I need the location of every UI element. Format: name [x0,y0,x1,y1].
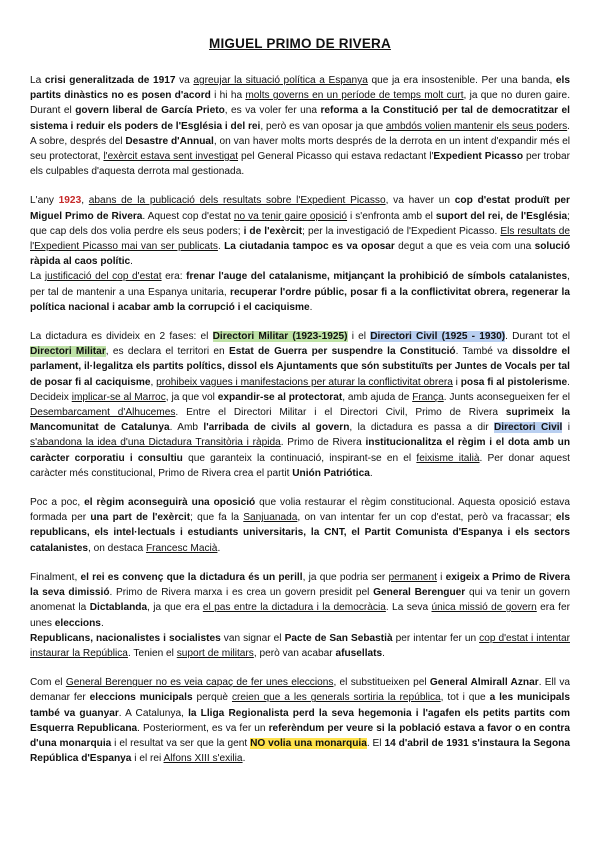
bold-run: govern liberal de García Prieto [75,105,225,117]
document-title: MIGUEL PRIMO DE RIVERA [209,36,391,51]
text-run: degut a que es veia com una [394,241,535,253]
text-run: i hi ha [210,90,246,102]
underline-run: l'exèrcit estava sent investigat [103,151,239,163]
text-run: . [100,617,104,629]
bold-run: La ciutadania tampoc es va oposar [224,241,395,253]
bold-run: una part de l'exèrcit [90,512,191,524]
text-run: que volia restaurar el règim constitucional. Aquesta oposició estava formada per [30,497,571,524]
text-run: . [369,467,373,479]
text-run: Com el [30,677,66,689]
bold-run: solució ràpida al caos polític [30,241,571,268]
bold-run: expandir-se al protectorat [217,391,343,403]
text-run: , [81,195,89,207]
text-run: . [130,256,133,268]
text-run: pel General Picasso qui estava redactant l' [238,151,434,163]
text-run: que garanteix la continuació, inspirant-se en el [182,452,417,464]
text-run: , per tal de mantenir a una Espanya unitaria, [30,271,570,298]
bold-run: cop d'estat produït per Miguel Primo de Rivera [30,195,570,222]
bold-run: posa fi al pistolerisme [460,376,568,388]
text-run: . Aquest cop d'estat [142,210,234,222]
bold-run: Desastre d'Annual [125,135,214,147]
text-run: , ja que podria ser [302,571,389,583]
text-run: . També va [455,346,513,358]
bold-run: els republicans, els intel·lectuals i estudiants universitaris, la CNT, el Partit Comunista d'Espanya i els sectors catalanistes [30,512,570,554]
text-run: que ja era insostenible. Per una banda, [367,75,556,86]
text-run: , es va voler fer una [224,105,321,117]
text-run: ; per la investigació de l'Expedient Picasso. [302,225,501,237]
bold-run: recuperar l'ordre públic, posar fi a la conflictivitat obrera, regenerar la política nacional i acabar amb la corrupció i el caciquisme [30,286,570,313]
bold-run: 14 d'abril de 1931 s'instaura la Segona República d'Espanya [30,737,570,765]
underline-run: ambdós volien mantenir els seus poders [385,120,568,132]
text-run: , on van intentar fer un cop d'estat, però va fracassar; [297,512,556,524]
text-run: , però van acabar [253,647,336,659]
text-run: qui va tenir un govern anomenat la [30,587,570,614]
underline-run: feixisme italià [416,452,480,464]
underline-run: agreujar la situació política a Espanya [193,75,368,86]
bold-run: General Berenguer [373,587,466,599]
bold-run: crisi generalitzada de 1917 [44,75,176,86]
bold-run: eleccions [54,617,101,629]
text-run: , el substitueixen pel [333,677,430,689]
underline-run: Alfons XIII s'exilia [163,753,243,765]
underline-run: justificació del cop d'estat [44,271,162,283]
text-run: Finalment, [30,571,81,583]
text-run: , però es van oposar ja que [260,120,386,132]
text-run: . [309,301,313,313]
underline-run: el pas entre la dictadura i la democràcia [202,602,386,614]
text-run: i [562,422,570,434]
text-run: . Ell va demanar fer [30,677,571,704]
text-run: . Per donar aquest caràcter més constitucional, Primo de Rivera crea el partit [30,452,570,479]
bold-run: i de l'exèrcit [243,225,303,237]
bold-run: Republicans, nacionalistes i socialistes [30,632,221,644]
text-run: . [217,542,221,554]
text-run: i [436,571,446,583]
bold-run: reforma a la Constitució per tal de democratitzar el sistema i reduir els poders de l'Església i del rei [30,105,570,132]
underline-run: Francesc Macià [145,542,218,554]
text-run: , [150,376,157,388]
bold-run: suprimeix la Mancomunitat de Catalunya [30,407,570,434]
text-run: , amb ajuda de [342,391,413,403]
underline-run: no va tenir gaire oposició [233,210,348,222]
text-run: per trobar els culpables d'aquesta derrota mal gestionada. [30,151,570,178]
text-run: . Primo de Rivera [280,437,366,449]
underline-run: General Berenguer no es veia capaç de fer unes eleccions [65,677,334,689]
text-run: , ja que era [147,602,203,614]
text-run: Poc a poc, [30,497,85,509]
bold-run: General Almirall Aznar [429,677,539,689]
paragraph-second-republic [30,675,570,766]
text-run: , es declara el territori en [105,346,229,358]
bold-run: els partits dinàstics no es posen d'acord [30,75,570,102]
highlight-run: Directori Civil [493,422,563,434]
document-page [30,36,570,766]
text-run: . Decideix [30,376,570,403]
text-run: . Durant tot el [505,331,571,343]
paragraph-crisis-1917 [30,73,570,179]
bold-run: el règim aconseguirà una oposició [84,497,256,509]
underline-run: creien que a les generals sortiria la república [231,692,441,704]
text-run: La [30,271,45,283]
text-run: La [30,75,45,86]
text-run: La dictadura es divideix en 2 fases: el [30,331,213,343]
text-run: i el [347,331,371,343]
underline-run: prohibeix vagues i manifestacions per aturar la conflictivitat obrera [156,376,453,388]
bold-run: Pacte de San Sebastià [284,632,393,644]
text-run: perquè [192,692,232,704]
text-run: , va haver un [385,195,455,207]
text-run: , on destaca [87,542,146,554]
text-run: era: [161,271,187,283]
paragraph-opposition [30,495,570,556]
underline-run: s'abandona la idea d'una Dictadura Transitòria i ràpida [30,437,281,449]
text-run: . Primo de Rivera marxa i es crea un govern presidit pel [109,587,374,599]
paragraph-dictatorship-phases [30,329,570,481]
highlight-run: Directori Militar [30,346,106,358]
date-run: 1923 [58,195,82,207]
underline-run: única missió de govern [431,602,537,614]
text-run: va [175,75,194,86]
bold-run: Unión Patriótica [292,467,370,479]
underline-run: cop d'estat i intentar instaurar la República [30,632,570,659]
bold-run: referèndum per veure si la població estava a favor o en contra d'una monarquia [30,722,570,749]
underline-run: implicar-se al Marroc [71,391,166,403]
bold-run: a les municipals també va guanyar [30,692,570,719]
underline-run: Sanjuanada [243,512,298,524]
text-run: , on van haver molts morts després de la derrota en un intent d'expandir més el seu protectorat, [30,135,570,163]
underline-run: molts governs en un període de temps molt curt [245,90,464,102]
bold-run: Dictablanda [89,602,148,614]
underline-run: permanent [388,571,437,583]
bold-run: afusellats [335,647,383,659]
paragraph-resignation [30,570,570,661]
text-run: , ja que no duren gaire. Durant el [30,90,571,117]
text-run: . Junts aconsegueixen fer el [443,391,570,403]
paragraph-coup-1923 [30,193,570,315]
underline-run: Desembarcament d'Alhucemes [30,407,176,419]
bold-run: dissoldre el parlament, il·legalitza els partits polítics, dissol els Ajuntaments que són substituïts per Juntes de Vocals per tal de posar fi al caciquisme [30,346,570,388]
bold-run: Estat de Guerra per suspendre la Constitució [228,346,456,358]
text-run: , la dictadura es passa a dir [349,422,494,434]
text-run: per intentar fer un [392,632,480,644]
text-run: ; que fa la [190,512,244,524]
bold-run: frenar l'auge del catalanisme, mitjançant la prohibició de símbols catalanistes [186,271,568,283]
text-run: i [452,376,461,388]
underline-run: Els resultats de l'Expedient Picasso mai van ser publicats [30,225,570,253]
text-run: era fer unes [30,602,570,629]
text-run: . Posteriorment, es va fer un [137,722,269,734]
text-run: . El [366,737,385,749]
text-run: i el resultat va ser que la gent [111,737,251,749]
bold-run: la Lliga Regionalista perd la seva hegemonia i l'agafen els petits partits com Esquerra Republicana [30,707,570,734]
text-run: ; que cap dels dos volia perdre els seus poders; [30,210,570,237]
text-run: i s'enfronta amb el [347,210,436,222]
text-run: . La seva [385,602,432,614]
bold-run: eleccions municipals [89,692,193,704]
text-run: , tot i que [440,692,490,704]
text-run: . [382,647,385,659]
text-run: L'any [30,195,59,207]
underline-run: suport de militars [176,647,254,659]
bold-run: el rei es convenç que la dictadura és un perill [80,571,303,583]
bold-run: Expedient Picasso [433,151,523,163]
bold-run: l'arribada de civils al govern [203,422,350,434]
bold-run: suport del rei, de l'Església [435,210,568,222]
text-run: . A sobre, després del [30,120,570,147]
bold-run: institucionalitza el règim i el dota amb un caràcter corporatiu i consultiu [30,437,571,464]
text-run: . Entre el Directori Militar i el Directori Civil, Primo de Rivera [175,407,506,419]
text-run: . A Catalunya, [118,707,189,719]
bold-run: exigeix a Primo de Rivera la seva dimissió [30,571,570,599]
text-run: i el rei [131,753,164,765]
text-run: , ja que vol [165,391,218,403]
text-run: . [217,241,225,253]
text-run: . Amb [169,422,204,434]
highlight-run: NO volia una monarquia [250,737,367,749]
underline-run: abans de la publicació dels resultats sobre l'Expedient Picasso [88,195,386,207]
text-run: . [242,753,246,765]
highlight-run: Directori Militar (1923-1925) [212,331,348,343]
underline-run: França [412,391,444,403]
text-run: . Tenien el [127,647,177,659]
text-run: van signar el [220,632,285,644]
highlight-run: Directori Civil (1925 - 1930) [370,331,506,343]
